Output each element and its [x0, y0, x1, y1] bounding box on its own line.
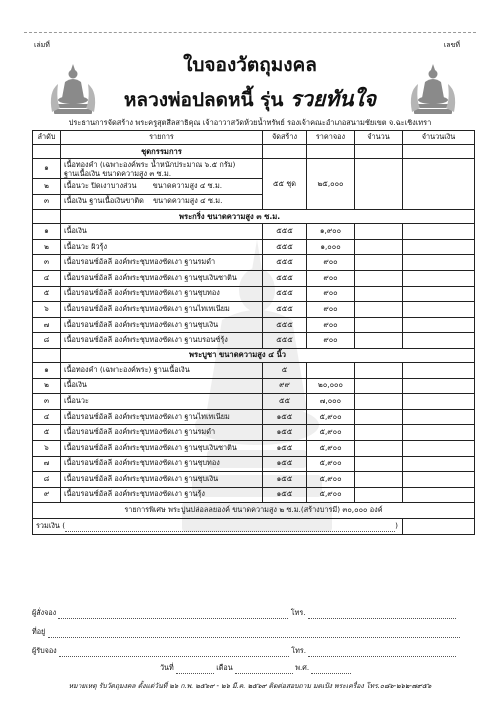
total-amount-cell[interactable] [403, 518, 475, 534]
year-label: พ.ศ. [295, 663, 310, 672]
day-field[interactable] [176, 666, 214, 674]
row-made-qty: ๕๕๕ [263, 270, 307, 286]
row-made-qty: ๕๕๕ [263, 333, 307, 349]
table-row [33, 302, 475, 318]
amount-cell[interactable] [403, 255, 475, 271]
qty-cell[interactable] [355, 302, 403, 318]
row-price: ๕,๙๐๐ [307, 425, 355, 441]
day-label: วันที่ [160, 663, 174, 672]
row-number: ๙ [33, 487, 61, 503]
col-header-no: ลำดับ [33, 131, 61, 145]
table-row [33, 472, 475, 488]
orderer-phone-label: โทร. [290, 608, 306, 617]
month-label: เดือน [216, 663, 233, 672]
row-number: ๗ [33, 456, 61, 472]
row-number: ๕ [33, 286, 61, 302]
row-item: เนื้อบรอนซ์อัลลี องค์พระชุบทองซัดเงา ฐานรุ้ง [61, 487, 263, 503]
col-header-item: รายการ [61, 131, 263, 145]
qty-cell[interactable] [355, 333, 403, 349]
qty-cell[interactable] [355, 224, 403, 240]
qty-cell[interactable] [355, 456, 403, 472]
form-number-label: เลขที่ [443, 41, 460, 49]
row-item: เนื้อบรอนซ์อัลลี องค์พระชุบทองซัดเงา ฐานชุบทอง [61, 456, 263, 472]
qty-cell[interactable] [355, 255, 403, 271]
address-line [32, 627, 460, 638]
document-subtitle [0, 83, 500, 116]
amount-cell[interactable] [403, 394, 475, 410]
edition-name: รวยทันใจ [289, 86, 377, 111]
table-row [33, 286, 475, 302]
table-row: ๓ เนื้อเงิน ฐานเนื้อเงินขาติด ขนาดความสูง ๔ ซ.ม. [33, 194, 475, 210]
section-header-bucha: พระบูชา ขนาดความสูง ๔ นิ้ว [33, 348, 475, 362]
row-item: เนื้อบรอนซ์อัลลี องค์พระชุบทองซัดเงา ฐานบรอนซ์รุ้ง [61, 333, 263, 349]
total-text-field[interactable] [65, 524, 395, 532]
row-price: ๙๐๐ [307, 333, 355, 349]
row-number: ๘ [33, 333, 61, 349]
row-item: เนื้อบรอนซ์อัลลี องค์พระชุบทองซัดเงา ฐานชุบทอง [61, 286, 263, 302]
amount-cell[interactable] [403, 378, 475, 394]
section-header-committee-set: ชุดกรรมการ [33, 145, 475, 159]
amount-cell[interactable] [403, 159, 475, 210]
document-title: ใบจองวัตถุมงคล [183, 54, 317, 76]
qty-cell[interactable] [355, 362, 403, 378]
amount-cell[interactable] [403, 362, 475, 378]
table-row [33, 239, 475, 255]
row-price: ๕,๙๐๐ [307, 409, 355, 425]
row-number: ๑ [33, 362, 61, 378]
set-quantity: ๕๕ ชุด [263, 159, 307, 210]
row-price: ๙๐๐ [307, 302, 355, 318]
row-made-qty: ๙๙ [263, 378, 307, 394]
row-number: ๗ [33, 317, 61, 333]
receiver-phone-label: โทร. [291, 646, 307, 655]
amount-cell[interactable] [403, 425, 475, 441]
total-row: รวมเงิน ( ) [33, 518, 475, 534]
row-number: ๖ [33, 440, 61, 456]
row-number: ๒ [33, 239, 61, 255]
row-item: เนื้อบรอนซ์อัลลี องค์พระชุบทองซัดเงา ฐานชุบเงินซาติน [61, 270, 263, 286]
qty-cell[interactable] [355, 409, 403, 425]
col-header-amount: จำนวนเงิน [403, 131, 475, 145]
row-made-qty: ๑๕๕ [263, 456, 307, 472]
amount-cell[interactable] [403, 333, 475, 349]
table-row [33, 255, 475, 271]
row-price [307, 362, 355, 378]
row-made-qty: ๕๕๕ [263, 255, 307, 271]
amount-cell[interactable] [403, 239, 475, 255]
order-table [32, 130, 475, 535]
orderer-line [32, 608, 456, 619]
receiver-phone-field[interactable] [308, 649, 456, 657]
row-number: ๖ [33, 302, 61, 318]
date-line [160, 663, 351, 674]
table-row [33, 425, 475, 441]
row-item: เนื้อบรอนซ์อัลลี องค์พระชุบทองซัดเงา ฐานไทเทเนียม [61, 302, 263, 318]
top-cut-line [24, 32, 476, 33]
row-item: เนื้อบรอนซ์อัลลี องค์พระชุบทองซัดเงา ฐานรมดำ [61, 425, 263, 441]
address-field[interactable] [48, 630, 460, 638]
year-field[interactable] [311, 666, 351, 674]
row-item: เนื้อเงิน [61, 378, 263, 394]
row-made-qty: ๑๕๕ [263, 409, 307, 425]
row-item: เนื้อนวะ ผิวรุ้ง [61, 239, 263, 255]
amount-cell[interactable] [403, 224, 475, 240]
qty-cell[interactable] [355, 270, 403, 286]
qty-cell[interactable] [355, 317, 403, 333]
footer-note: หมายเหตุ รับวัตถุมงคล ตั้งแต่วันที่ ๒๖ ก.พ. ๒๕๖๙ - ๒๖ มี.ค. ๒๕๖๙ ติดต่อสอบถาม มดเป้ง พระเครื่อง โทร.๐๘๖-๒๖๒-๗๙๕๖ [68, 682, 432, 690]
row-made-qty: ๑๕๕ [263, 425, 307, 441]
row-made-qty: ๕๕๕ [263, 317, 307, 333]
row-price: ๑,๐๐๐ [307, 239, 355, 255]
row-made-qty: ๕๕๕ [263, 286, 307, 302]
row-item: เนื้อเงิน [61, 224, 263, 240]
row-item: เนื้อบรอนซ์อัลลี องค์พระชุบทองซัดเงา ฐานรมดำ [61, 255, 263, 271]
row-price: ๕,๙๐๐ [307, 440, 355, 456]
special-item-row: รายการพิเศษ พระปูนปล่อลลยองค์ ขนาดความสูง ๒ ซ.ม.(สร้างบารมี) ๓๐,๐๐๐ องค์ [33, 503, 475, 519]
address-label: ที่อยู่ [32, 627, 46, 636]
row-item: เนื้อบรอนซ์อัลลี องค์พระชุบทองซัดเงา ฐานชุบเงิน [61, 317, 263, 333]
table-row [33, 456, 475, 472]
book-number-label: เล่มที่ [34, 41, 50, 49]
row-item: เนื้อนวะ [61, 394, 263, 410]
row-item: เนื้อบรอนซ์อัลลี องค์พระชุบทองซัดเงา ฐานชุบเงิน [61, 472, 263, 488]
orderer-label: ผู้สั่งจอง [32, 608, 57, 617]
amount-cell[interactable] [403, 317, 475, 333]
orderer-field[interactable] [58, 611, 288, 619]
table-row [33, 394, 475, 410]
table-row [33, 270, 475, 286]
qty-cell[interactable] [355, 239, 403, 255]
table-row [33, 362, 475, 378]
row-made-qty: ๕๕๕ [263, 224, 307, 240]
row-price: ๑,๙๐๐ [307, 224, 355, 240]
row-made-qty: ๕๕๕ [263, 239, 307, 255]
amount-cell[interactable] [403, 409, 475, 425]
row-number: ๑ [33, 224, 61, 240]
col-header-made: จัดสร้าง [263, 131, 307, 145]
row-made-qty: ๑๕๕ [263, 440, 307, 456]
row-price: ๗,๐๐๐ [307, 394, 355, 410]
row-item: เนื้อบรอนซ์อัลลี องค์พระชุบทองซัดเงา ฐานไทเทเนียม [61, 409, 263, 425]
row-made-qty: ๕๕ [263, 394, 307, 410]
row-number: ๘ [33, 472, 61, 488]
row-number: ๔ [33, 270, 61, 286]
set-price: ๒๕,๐๐๐ [307, 159, 355, 210]
col-header-price: ราคาจอง [307, 131, 355, 145]
qty-cell[interactable] [355, 378, 403, 394]
table-row [33, 440, 475, 456]
row-made-qty: ๕๕๕ [263, 302, 307, 318]
row-made-qty: ๑๕๕ [263, 472, 307, 488]
row-price: ๙๐๐ [307, 255, 355, 271]
qty-cell[interactable] [355, 440, 403, 456]
row-made-qty: ๑๕๕ [263, 487, 307, 503]
month-field[interactable] [235, 666, 293, 674]
row-price: ๒๐,๐๐๐ [307, 378, 355, 394]
table-row: ๑ เนื้อทองคำ (เฉพาะองค์พระ น้ำหนักประมาณ ๖.๕ กรัม) ฐานเนื้อเงิน ขนาดความสูง ๓ ซ.ม. ๕๕ ชุด ๒๕,๐๐๐ [33, 159, 475, 179]
table-row [33, 487, 475, 503]
qty-cell[interactable] [355, 286, 403, 302]
table-header-row [33, 131, 475, 145]
table-row [33, 224, 475, 240]
row-price: ๙๐๐ [307, 286, 355, 302]
qty-cell[interactable] [355, 394, 403, 410]
table-row [33, 378, 475, 394]
receiver-line [32, 646, 456, 657]
qty-cell[interactable] [355, 159, 403, 210]
amount-cell[interactable] [403, 456, 475, 472]
row-item: เนื้อบรอนซ์อัลลี องค์พระชุบทองซัดเงา ฐานชุบเงินซาติน [61, 440, 263, 456]
orderer-phone-field[interactable] [308, 611, 456, 619]
subtitle-prefix: หลวงพ่อปลดหนี้ รุ่น [123, 89, 284, 111]
row-price: ๕,๙๐๐ [307, 487, 355, 503]
row-number: ๓ [33, 255, 61, 271]
row-number: ๓ [33, 394, 61, 410]
amount-cell[interactable] [403, 270, 475, 286]
col-header-qty: จำนวน [355, 131, 403, 145]
committee-line: ประธานการจัดสร้าง พระครูสุตสีลสาธิคุณ เจ้าอาวาสวัดห้วยน้ำทรัพย์ รองเจ้าคณะอำเภอสนามชัยเขต จ.ฉะเชิงเทรา [68, 118, 432, 127]
section-kring-rows [33, 224, 475, 349]
amount-cell[interactable] [403, 302, 475, 318]
table-row: ๒ เนื้อนวะ ปิดเงาบางส่วน ขนาดความสูง ๔ ซ.ม. [33, 179, 475, 195]
amount-cell[interactable] [403, 440, 475, 456]
table-row [33, 333, 475, 349]
amount-cell[interactable] [403, 487, 475, 503]
row-number: ๕ [33, 425, 61, 441]
row-item: เนื้อทองคำ (เฉพาะองค์พระ) ฐานเนื้อเงิน [61, 362, 263, 378]
row-number: ๒ [33, 378, 61, 394]
section-bucha-rows [33, 362, 475, 502]
row-price: ๕,๙๐๐ [307, 456, 355, 472]
table-row [33, 317, 475, 333]
amount-cell[interactable] [403, 286, 475, 302]
row-price: ๙๐๐ [307, 317, 355, 333]
amount-cell[interactable] [403, 472, 475, 488]
total-label: รวมเงิน [36, 520, 60, 530]
order-table-wrapper [32, 130, 474, 586]
row-price: ๙๐๐ [307, 270, 355, 286]
qty-cell[interactable] [355, 425, 403, 441]
row-made-qty: ๕ [263, 362, 307, 378]
receiver-field[interactable] [59, 649, 289, 657]
qty-cell[interactable] [355, 487, 403, 503]
table-row [33, 409, 475, 425]
qty-cell[interactable] [355, 472, 403, 488]
section-header-kring: พระกริ่ง ขนาดความสูง ๓ ซ.ม. [33, 210, 475, 224]
row-price: ๕,๙๐๐ [307, 472, 355, 488]
receiver-label: ผู้รับจอง [32, 646, 57, 655]
row-number: ๔ [33, 409, 61, 425]
